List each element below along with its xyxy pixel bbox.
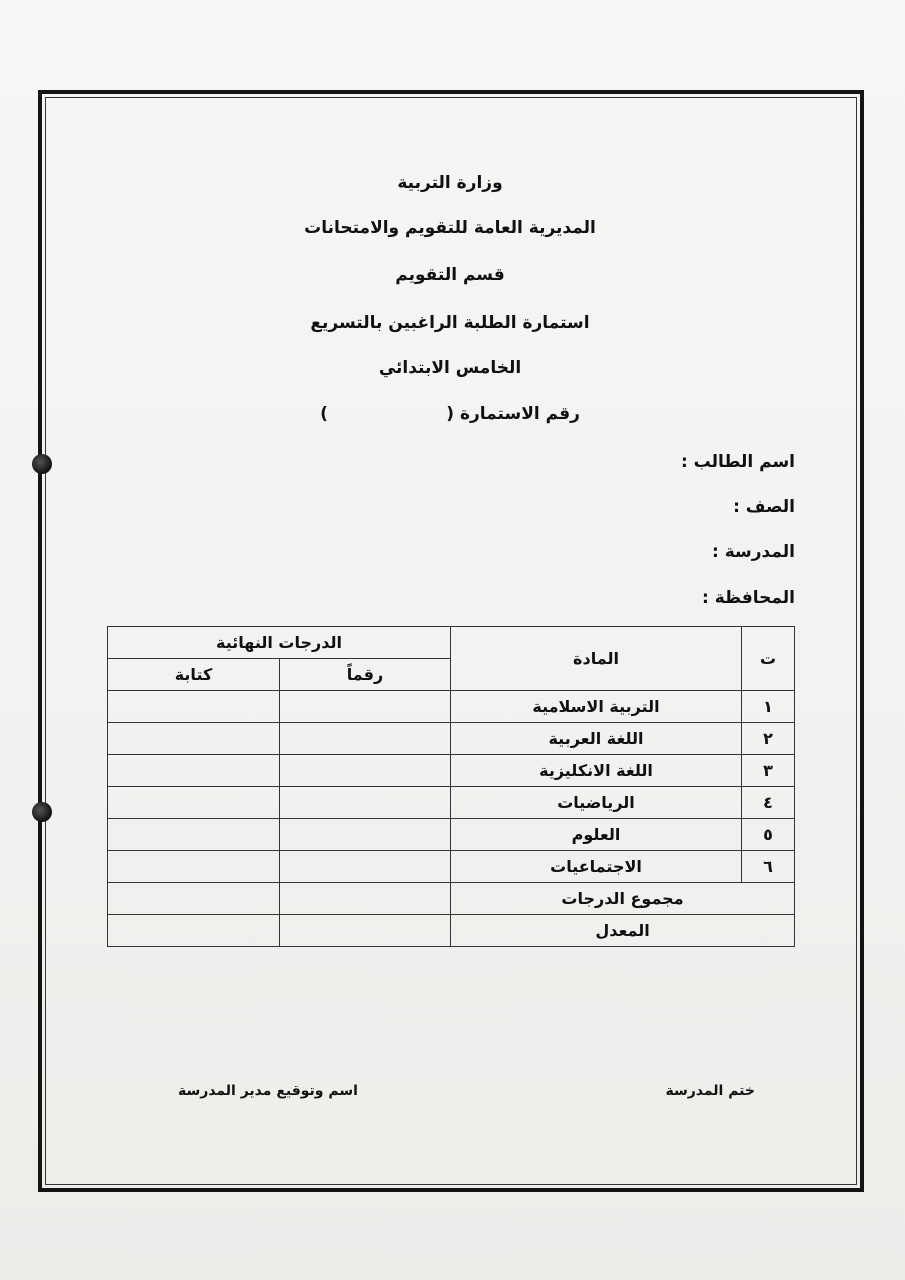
numeric-header: رقماً <box>280 659 451 691</box>
average-written-cell[interactable] <box>108 915 280 947</box>
written-grade-cell[interactable] <box>108 755 280 787</box>
total-row <box>108 883 795 915</box>
row-index: ٣ <box>742 755 795 787</box>
total-written-cell[interactable] <box>108 883 280 915</box>
class-label: الصف : <box>733 497 795 517</box>
written-grade-cell[interactable] <box>108 851 280 883</box>
row-subject: الاجتماعيات <box>451 851 742 883</box>
form-number: رقم الاستمارة ( ) <box>320 404 580 424</box>
row-index: ٦ <box>742 851 795 883</box>
written-header: كتابة <box>108 659 280 691</box>
written-grade-cell[interactable] <box>108 723 280 755</box>
table-row <box>108 851 795 883</box>
grade-level: الخامس الابتدائي <box>378 358 522 378</box>
school-stamp-label: ختم المدرسة <box>665 1083 755 1099</box>
punch-hole <box>32 802 52 822</box>
row-subject: اللغة الانكليزية <box>451 755 742 787</box>
grades-table <box>107 626 795 947</box>
principal-signature-label: اسم وتوقيع مدير المدرسة <box>178 1083 358 1099</box>
row-index: ٤ <box>742 787 795 819</box>
final-grades-header: الدرجات النهائية <box>108 627 451 659</box>
table-header-row <box>108 627 795 659</box>
row-subject: اللغة العربية <box>451 723 742 755</box>
row-index: ١ <box>742 691 795 723</box>
row-subject: التربية الاسلامية <box>451 691 742 723</box>
row-subject: العلوم <box>451 819 742 851</box>
average-numeric-cell[interactable] <box>280 915 451 947</box>
row-index: ٥ <box>742 819 795 851</box>
table-row <box>108 819 795 851</box>
governorate-label: المحافظة : <box>702 588 795 608</box>
row-index: ٢ <box>742 723 795 755</box>
written-grade-cell[interactable] <box>108 819 280 851</box>
ministry-title: وزارة التربية <box>397 173 503 193</box>
total-label: مجموع الدرجات <box>451 883 795 915</box>
written-grade-cell[interactable] <box>108 691 280 723</box>
numeric-grade-cell[interactable] <box>280 723 451 755</box>
student-name-label: اسم الطالب : <box>680 452 795 472</box>
table-row <box>108 755 795 787</box>
punch-hole <box>32 454 52 474</box>
subject-header: المادة <box>451 627 742 691</box>
numeric-grade-cell[interactable] <box>280 819 451 851</box>
table-row <box>108 691 795 723</box>
table-row <box>108 723 795 755</box>
numeric-grade-cell[interactable] <box>280 851 451 883</box>
form-title: استمارة الطلبة الراغبين بالتسريع <box>310 313 590 333</box>
school-label: المدرسة : <box>712 542 795 562</box>
table-row <box>108 787 795 819</box>
numeric-grade-cell[interactable] <box>280 755 451 787</box>
index-header: ت <box>742 627 795 691</box>
average-label: المعدل <box>451 915 795 947</box>
total-numeric-cell[interactable] <box>280 883 451 915</box>
department-title: قسم التقويم <box>395 265 505 285</box>
directorate-title: المديرية العامة للتقويم والامتحانات <box>304 218 596 238</box>
average-row <box>108 915 795 947</box>
written-grade-cell[interactable] <box>108 787 280 819</box>
numeric-grade-cell[interactable] <box>280 787 451 819</box>
row-subject: الرياضيات <box>451 787 742 819</box>
numeric-grade-cell[interactable] <box>280 691 451 723</box>
